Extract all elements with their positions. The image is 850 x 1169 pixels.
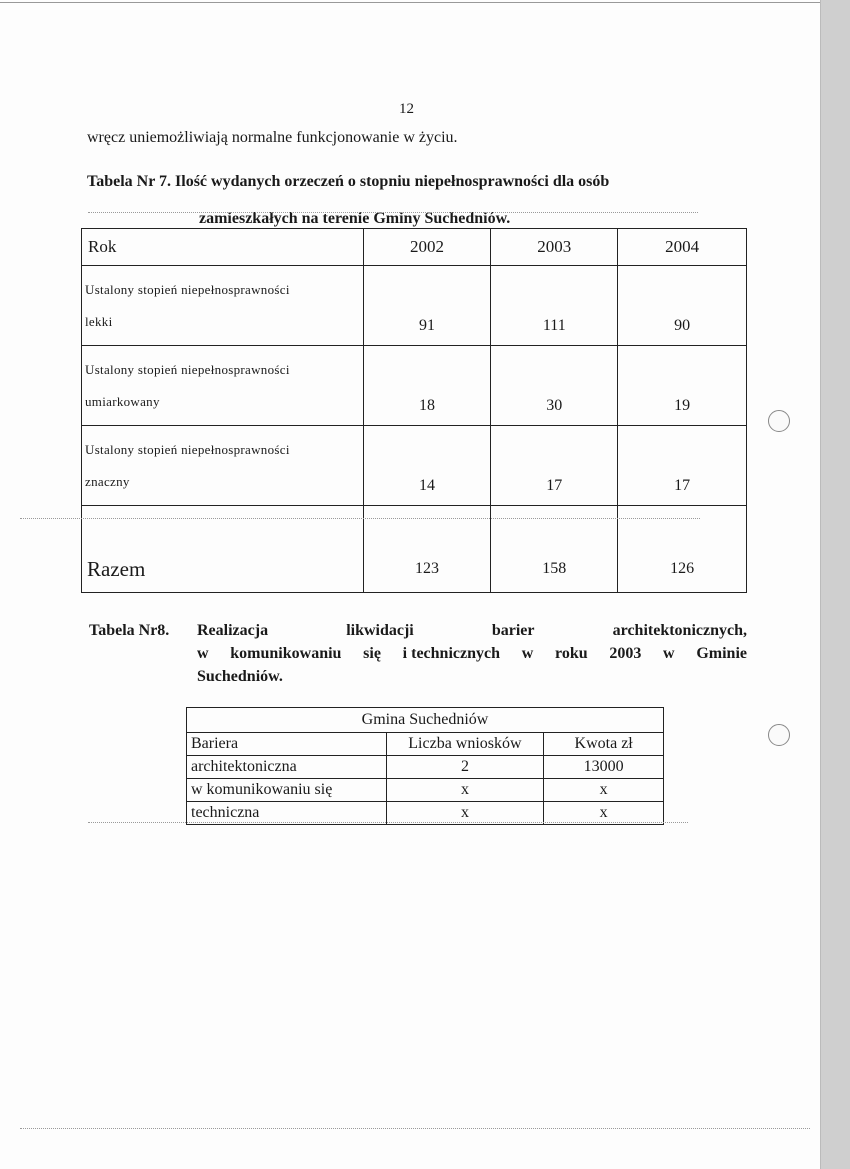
column-header: Bariera bbox=[187, 733, 387, 756]
table8-column-header-row bbox=[187, 733, 664, 756]
table-row bbox=[82, 426, 747, 506]
total-value: 158 bbox=[491, 506, 618, 593]
title-word: się bbox=[363, 645, 381, 662]
title-word: architektonicznych, bbox=[612, 622, 747, 639]
cell-value: 30 bbox=[491, 346, 618, 426]
cell-value: 18 bbox=[363, 346, 491, 426]
title-word: roku bbox=[555, 645, 588, 662]
cell-bariera: architektoniczna bbox=[187, 756, 387, 779]
cell-liczba: 2 bbox=[386, 756, 544, 779]
table7-title bbox=[87, 163, 747, 237]
row-label-line1: Ustalony stopień niepełnosprawności bbox=[85, 441, 290, 457]
cell-liczba: x bbox=[386, 779, 544, 802]
table-row bbox=[82, 346, 747, 426]
row-label-line1: Ustalony stopień niepełnosprawności bbox=[85, 361, 290, 377]
column-header: Liczba wniosków bbox=[386, 733, 544, 756]
cell-value: 111 bbox=[491, 266, 618, 346]
table8-title-line1 bbox=[197, 619, 747, 642]
cell-value: 17 bbox=[618, 426, 747, 506]
row-label bbox=[82, 426, 364, 506]
table7 bbox=[81, 228, 747, 593]
header-year: 2004 bbox=[618, 229, 747, 266]
scan-artifact bbox=[88, 822, 688, 824]
cell-bariera: w komunikowaniu się bbox=[187, 779, 387, 802]
title-word: Gminie bbox=[696, 645, 747, 662]
total-value: 123 bbox=[363, 506, 491, 593]
header-year: 2003 bbox=[491, 229, 618, 266]
table7-title-line1: Tabela Nr 7. Ilość wydanych orzeczeń o stopniu niepełnosprawności dla osób bbox=[87, 173, 610, 190]
cell-kwota: x bbox=[544, 802, 664, 825]
row-label-line2: lekki bbox=[85, 313, 113, 329]
punch-hole-icon bbox=[768, 410, 790, 432]
row-label bbox=[82, 346, 364, 426]
cell-liczba: x bbox=[386, 802, 544, 825]
title-word: barier bbox=[491, 622, 535, 639]
punch-hole-icon bbox=[768, 724, 790, 746]
title-word: w bbox=[663, 645, 675, 662]
table8-title-line3: Suchedniów. bbox=[197, 668, 283, 685]
scan-artifact bbox=[20, 518, 700, 520]
row-label-line1: Ustalony stopień niepełnosprawności bbox=[85, 281, 290, 297]
title-word: 2003 bbox=[609, 645, 642, 662]
title-word: komunikowaniu bbox=[230, 645, 342, 662]
cell-value: 14 bbox=[363, 426, 491, 506]
page-top-edge bbox=[0, 2, 820, 3]
group-header: Gmina Suchedniów bbox=[187, 708, 664, 733]
title-word: i technicznych bbox=[402, 645, 500, 662]
header-year: 2002 bbox=[363, 229, 491, 266]
intro-text: wręcz uniemożliwiają normalne funkcjonowanie w życiu. bbox=[87, 129, 458, 146]
title-word: likwidacji bbox=[346, 622, 414, 639]
cell-value: 17 bbox=[491, 426, 618, 506]
total-value: 126 bbox=[618, 506, 747, 593]
header-rok: Rok bbox=[82, 229, 364, 266]
cell-value: 19 bbox=[618, 346, 747, 426]
cell-kwota: x bbox=[544, 779, 664, 802]
table-row bbox=[187, 756, 664, 779]
scan-margin bbox=[821, 0, 850, 1169]
table8-group-header-row bbox=[187, 708, 664, 733]
title-word: w bbox=[197, 645, 209, 662]
table8-title-lead: Tabela Nr8. bbox=[89, 622, 170, 639]
row-label bbox=[82, 266, 364, 346]
table7-title-line2: zamieszkałych na terenie Gminy Suchedniów. bbox=[199, 210, 511, 227]
row-label-line2: umiarkowany bbox=[85, 393, 160, 409]
scan-artifact bbox=[88, 212, 698, 214]
column-header: Kwota zł bbox=[544, 733, 664, 756]
scan-artifact bbox=[20, 1128, 810, 1130]
table8 bbox=[186, 707, 664, 825]
cell-bariera: techniczna bbox=[187, 802, 387, 825]
table7-header-row bbox=[82, 229, 747, 266]
table8-title-line2 bbox=[197, 642, 747, 665]
title-word: Realizacja bbox=[197, 622, 269, 639]
total-label: Razem bbox=[82, 506, 364, 593]
table-row bbox=[82, 266, 747, 346]
title-word: w bbox=[521, 645, 534, 662]
cell-kwota: 13000 bbox=[544, 756, 664, 779]
table-row bbox=[187, 779, 664, 802]
page-number: 12 bbox=[399, 101, 414, 117]
cell-value: 90 bbox=[618, 266, 747, 346]
table8-title-body bbox=[197, 619, 747, 688]
cell-value: 91 bbox=[363, 266, 491, 346]
row-label-line2: znaczny bbox=[85, 473, 130, 489]
